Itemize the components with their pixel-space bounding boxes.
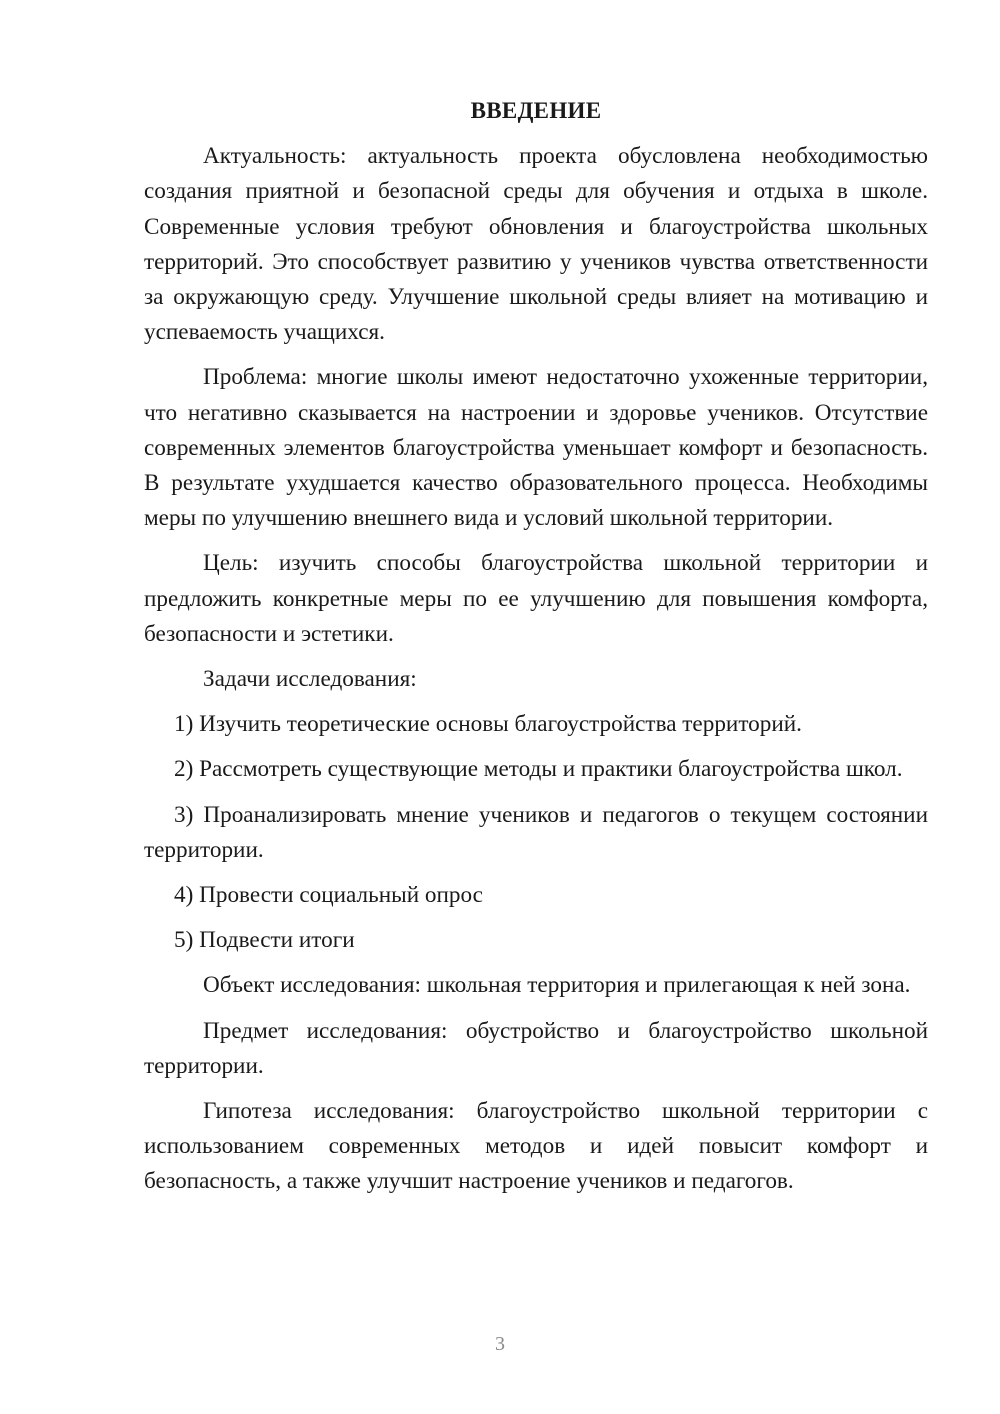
- list-item: 1) Изучить теоретические основы благоустройства территорий.: [174, 711, 802, 738]
- problem-paragraph: Проблема: многие школы имеют недостаточно ухоженные территории, что негативно сказывается на настроении и здоровье учеников. Отсутствие современных элементов благоустройства уменьшает комфорт и безопасность. В результате ухудшается качество образовательного процесса. Необходимы меры по улучшению внешнего вида и условий школьной территории.: [144, 364, 928, 532]
- list-item: 5) Подвести итоги: [174, 927, 355, 954]
- tasks-label: Задачи исследования:: [203, 666, 417, 693]
- hypothesis-paragraph: Гипотеза исследования: благоустройство школьной территории с использованием современных методов и идей повысит комфорт и безопасность, а также улучшит настроение учеников и педагогов.: [144, 1098, 928, 1195]
- object-paragraph: Объект исследования: школьная территория и прилегающая к ней зона.: [203, 972, 911, 999]
- relevance-paragraph: Актуальность: актуальность проекта обусловлена необходимостью создания приятной и безопасной среды для обучения и отдыха в школе. Современные условия требуют обновления и благоустройства школьных территорий. Это способствует развитию у учеников чувства ответственности за окружающую среду. Улучшение школьной среды влияет на мотивацию и успеваемость учащихся.: [144, 143, 928, 346]
- page-number: 3: [495, 1333, 505, 1355]
- tasks-list: [144, 707, 928, 958]
- page-content: [144, 93, 928, 1210]
- section-title: ВВЕДЕНИЕ: [470, 98, 602, 123]
- goal-paragraph: Цель: изучить способы благоустройства школьной территории и предложить конкретные меры по ее улучшению для повышения комфорта, безопасности и эстетики.: [144, 550, 928, 647]
- subject-paragraph: Предмет исследования: обустройство и благоустройство школьной территории.: [144, 1017, 928, 1079]
- list-item: 3) Проанализировать мнение учеников и педагогов о текущем состоянии территории.: [144, 801, 928, 863]
- list-item: 4) Провести социальный опрос: [174, 882, 483, 909]
- list-item: 2) Рассмотреть существующие методы и практики благоустройства школ.: [174, 756, 903, 783]
